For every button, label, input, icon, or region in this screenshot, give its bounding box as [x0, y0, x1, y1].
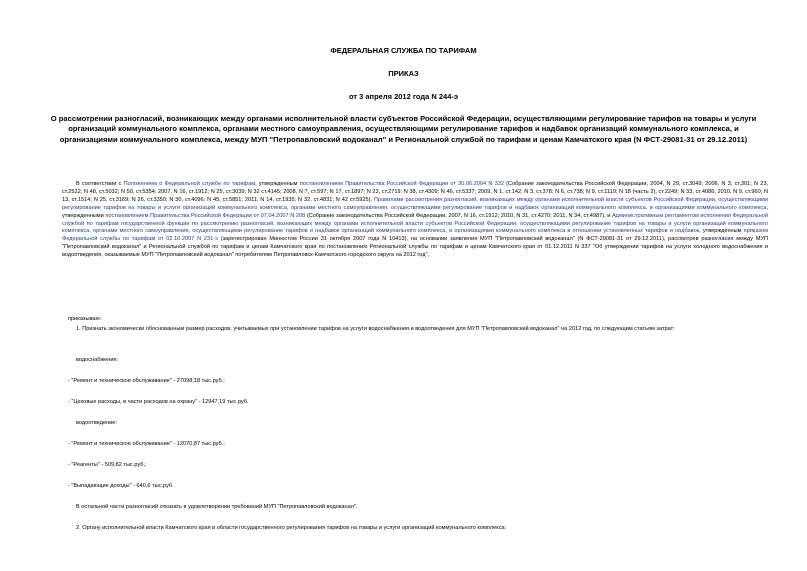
water-supply-item: - "Цеховые расходы, в части расходов на охрану" - 12947,19 тыс.руб. — [68, 399, 249, 405]
water-supply-item: - "Ремонт и техническое обслуживание" - 27098,18 тыс.руб.; — [68, 378, 225, 384]
preamble-text: (зарегистрирован Минюстом России 31 октября 2007 года N 10413), на основании заявления МУП "Петропавловский водоканал" (N ФСТ-29081-31 от 29.12.2011), рассмотрев разногласия между МУП "Петропавловский водоканал" и Региональной службой по тарифам и ценам Камчатского края по постановлению Региональной службы по тарифам и ценам Камчатского края от 01.12.2011 N 337 "Об утверждении тарифов на услуги холодного водоснабжения и водоотведения, оказываемые МУП "Петропавловский водоканал" потребителям Петропавловск-Камчатского городского округа на 2012 год", — [62, 236, 768, 259]
item-2-text: 2. Органу исполнительной власти Камчатского края в области государственного регулирования тарифов на товары и услуги организаций коммунального комплекса: — [76, 525, 507, 531]
doc-date-number: от 3 апреля 2012 года N 244-э — [348, 92, 459, 101]
link-fst-regulation[interactable]: Положением о Федеральной службе по тарифам — [123, 181, 256, 187]
link-order-231[interactable]: приказом Федеральной службы по тарифам от 02.10.2007 N 231-э — [62, 228, 768, 243]
preamble-text: (Собрание законодательства Российской Федерации, 2004, N 29, ст.3049; 2006, N 3, ст.301; N 23, ст.2522; N 48, ст.5032; N 50, ст.5354; 2007, N 16, ст.1912; N 25, ст.3039; N 32 ст.4145; 2008, N 7, ст.597; N 17, ст.1897; N 23, ст.2719; N 38, ст.4309; N 46, ст.5337; 2009, N 1, ст.142; N 3, ст.378; N 6, ст.738; N 9, ст.1119; N 18 (часть 2), ст.2249; N 33, ст.4086; 2010, N 9, ст.960; N 13, ст.1514; N 25, ст.3169; N 26, ст.3350; N 30, ст.4096; N 45, ст.5851; 2011, N 14, ст.1935; N 32, ст.4831; N 42 ст.5925), — [62, 181, 769, 203]
wastewater-heading: водоотведение: — [76, 420, 117, 426]
preamble-paragraph — [62, 181, 768, 260]
preamble-text: (Собрание законодательства Российской Федерации, 2007, N 16, ст.1912; 2010, N 31, ст.4270; 2011, N 34, ст.4987), и — [305, 212, 612, 219]
wastewater-item: - "Ремонт и техническое обслуживание" - 12070,87 тыс.руб.; — [68, 441, 225, 447]
water-supply-heading: водоснабжение: — [76, 357, 119, 363]
link-admin-regulation[interactable]: Административным регламентом исполнения Федеральной службой по тарифам государственной функции по рассмотрению разногласий, возникающих между органами исполнительной власти субъектов Российской Федерации, осуществляющими регулирование тарифов на товары и услуги организаций коммунального комплекса, органами местного самоуправления, осуществляющими регулирование тарифов и надбавок организаций коммунального комплекса, и организациями коммунального комплекса в отношении установленных тарифов и надбавок — [62, 212, 768, 235]
agency-heading: ФЕДЕРАЛЬНАЯ СЛУЖБА ПО ТАРИФАМ — [330, 46, 477, 55]
doc-type-heading: ПРИКАЗ — [388, 69, 419, 78]
prikazyvayu-text: приказываю: — [68, 316, 102, 322]
link-dispute-rules[interactable]: Правилами рассмотрения разногласий, возникающих между органами исполнительной власти субъектов Российской Федерации, осуществляющими регулирование тарифов на товары и услуги организаций коммунального комплекса, органами местного самоуправления, осуществляющими регулирование тарифов и надбавок организаций коммунального комплекса, и организациями коммунального комплекса — [62, 196, 768, 211]
preamble-text: , утвержденным — [699, 228, 744, 235]
preamble-text: В соответствии с — [76, 181, 124, 187]
link-resolution-332[interactable]: постановлением Правительства Российской Федерации от 30.06.2004 N 332 — [299, 181, 504, 187]
preamble-text: , утвержденным — [255, 181, 300, 187]
link-resolution-208[interactable]: постановлением Правительства Российской Федерации от 07.04.2007 N 208 — [105, 212, 306, 219]
preamble-text: , утвержденными — [62, 204, 768, 219]
wastewater-item: - "Реагенты" - 509,82 тыс.руб.; — [68, 462, 147, 468]
item-1-text: 1. Признать экономически обоснованным размер расходов, учитываемых при установлении тарифов на услуги водоснабжения и водоотведения для МУП "Петропавловский водоканал" на 2012 год, по следующим статьям затрат: — [76, 326, 675, 332]
refusal-text: В остальной части разногласий отказать в удовлетворении требований МУП "Петропавловский водоканал". — [76, 504, 358, 510]
wastewater-item: - "Выпадающие доходы" - 640,6 тыс.руб. — [68, 483, 174, 489]
document-title: О рассмотрении разногласий, возникающих между органами исполнительной власти субъектов Российской Федерации, осуществляющими регулирование тарифов на товары и услуги организаций коммунального комплекса, органами местного самоуправления, осуществляющими регулирование тарифов и надбавок организаций коммунального комплекса, и организациями коммунального комплекса, между МУП "Петропавловский водоканал" и Региональной службой по тарифам и ценам Камчатского края (N ФСТ-29081-31 от 29.12.2011) — [50, 114, 757, 144]
